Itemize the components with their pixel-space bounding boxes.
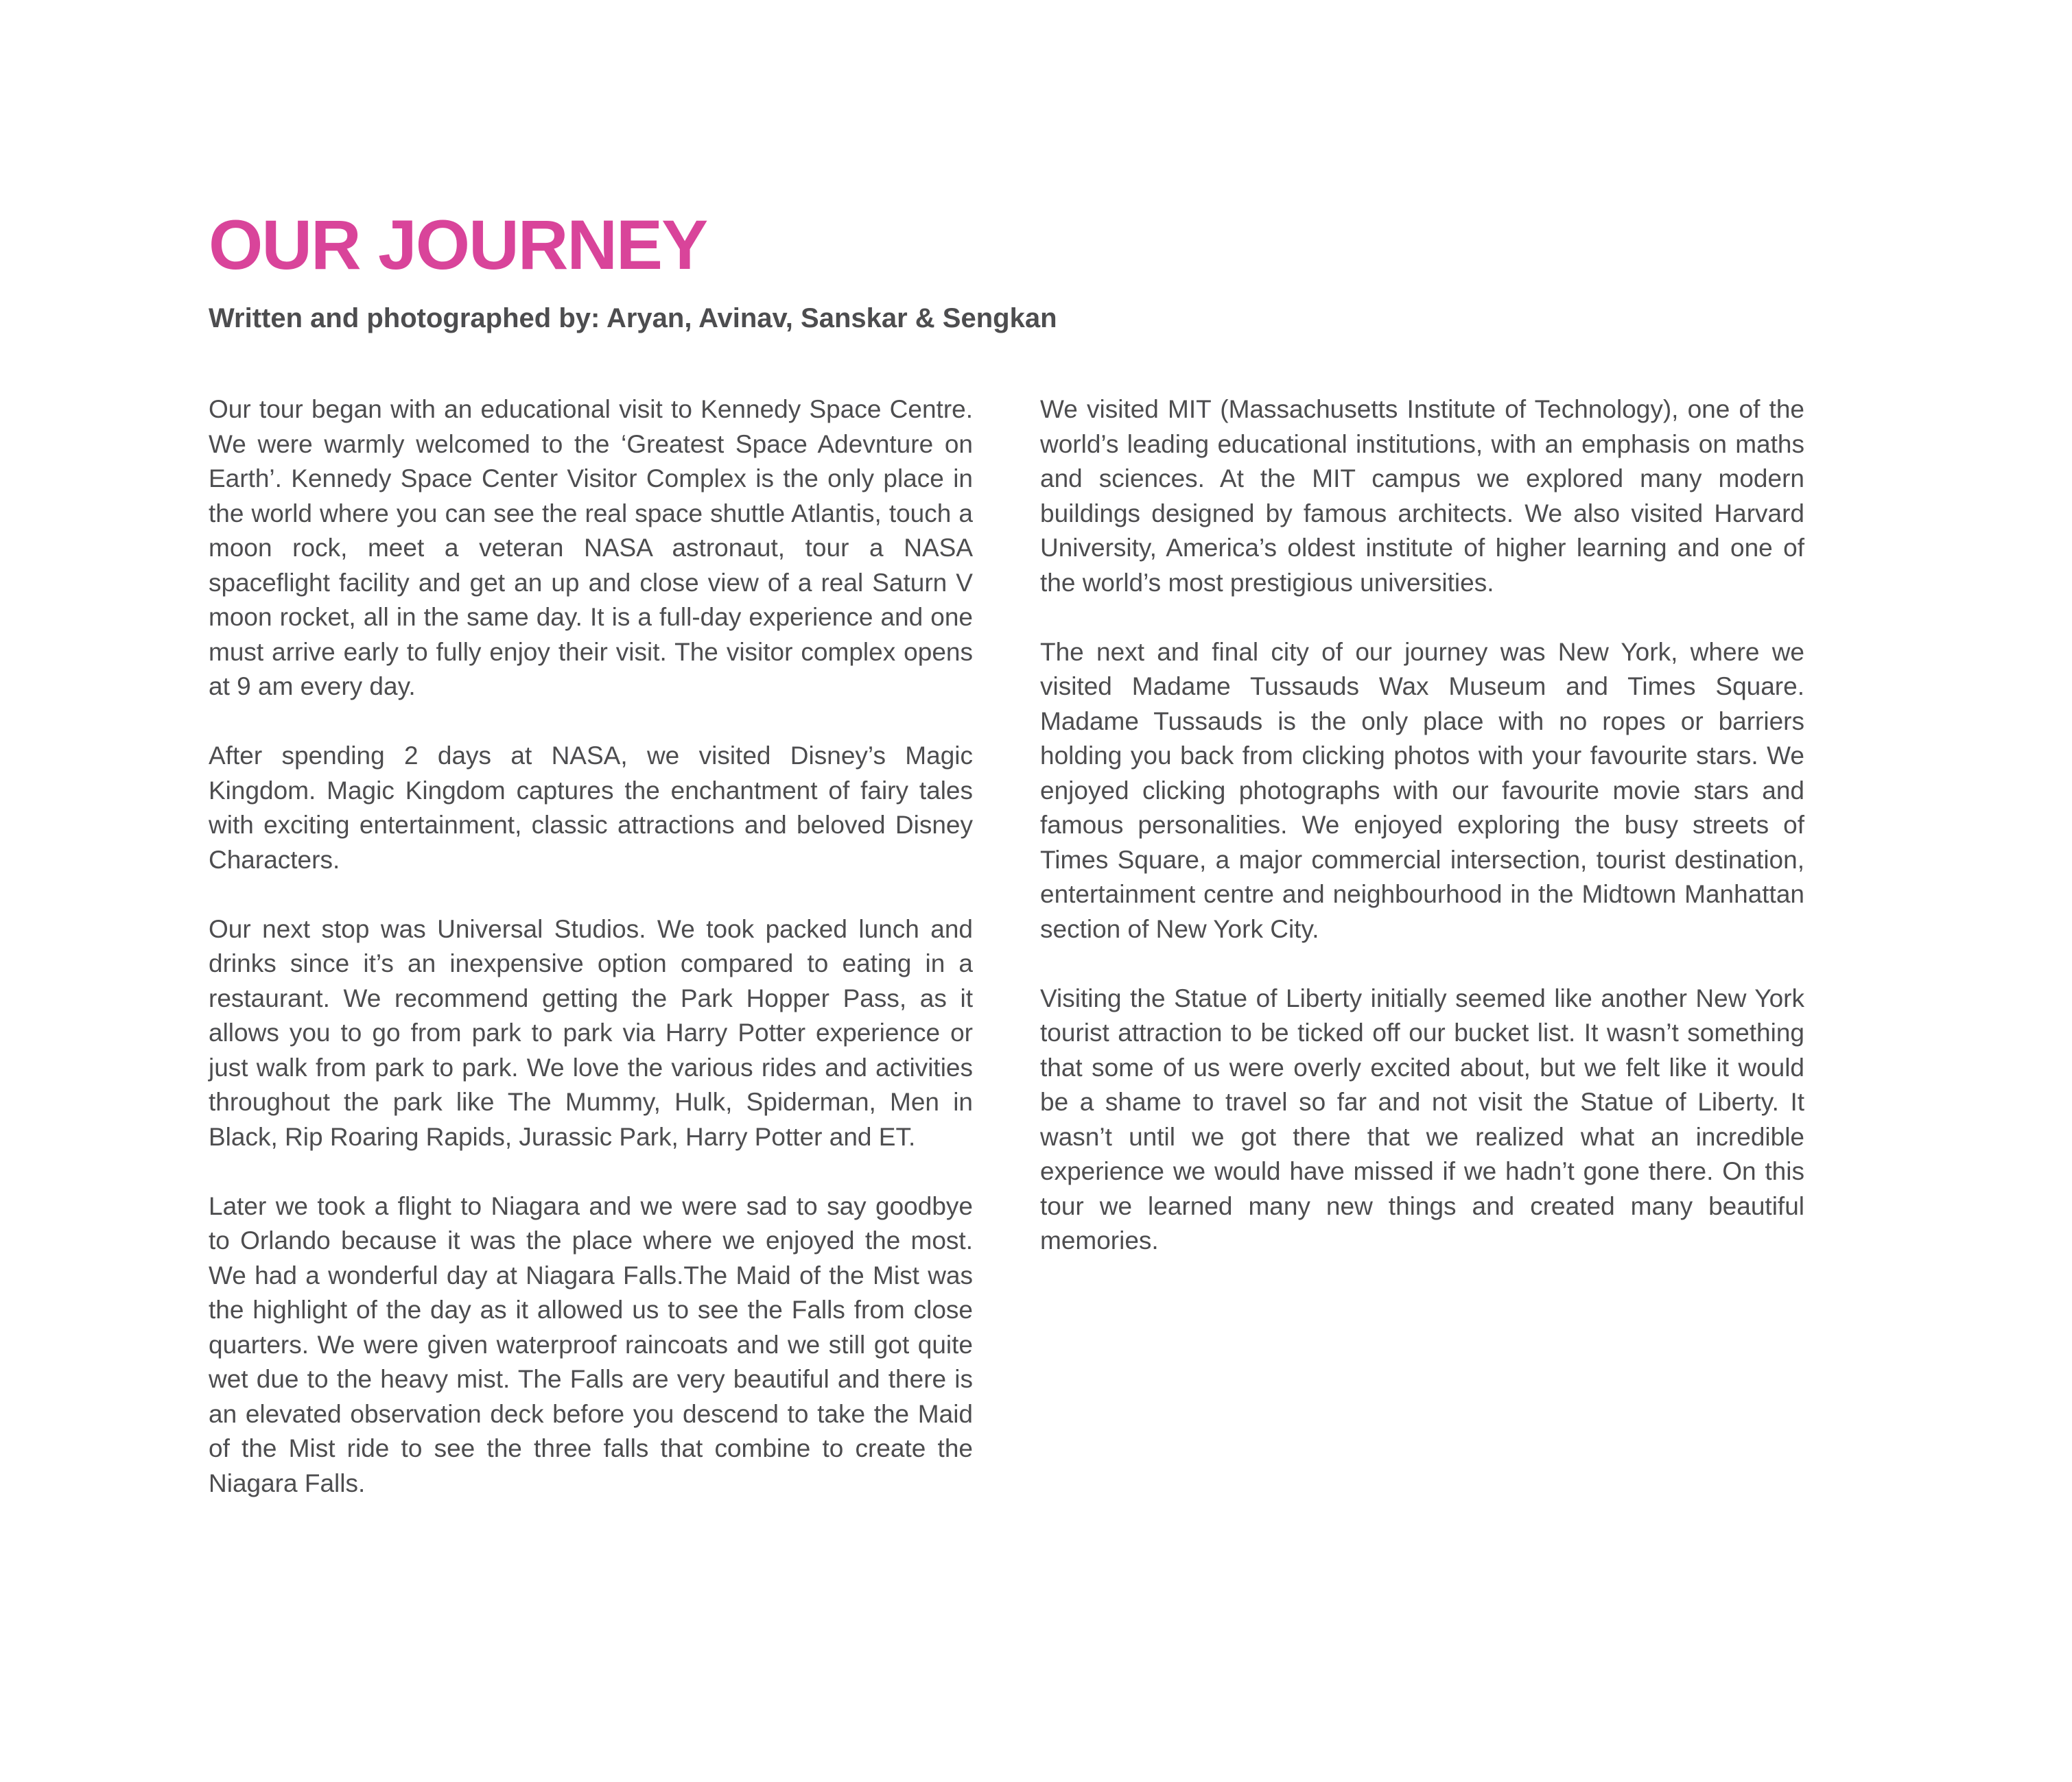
paragraph-universal-studios: Our next stop was Universal Studios. We took packed lunch and drinks since it’s an inexpensive option compared to eating in a restaurant. We recommend getting the Park Hopper Pass, as it allows you to go from park to park via Harry Potter experience or just walk from park to park. We love the various rides and activities throughout the park like The Mummy, Hulk, Spiderman, Men in Black, Rip Roaring Rapids, Jurassic Park, Harry Potter and ET. bbox=[209, 914, 973, 1151]
text-column-right bbox=[1040, 392, 1804, 1293]
paragraph-statue-of-liberty: Visiting the Statue of Liberty initially seemed like another New York tourist attraction to be ticked off our bucket list. It wasn’t something that some of us were overly excited about, but we felt like it would be a shame to travel so far and not visit the Statue of Liberty. It wasn’t until we got there that we realized what an incredible experience we would have missed if we hadn’t gone there. On this tour we learned many new things and created many beautiful memories. bbox=[1040, 984, 1804, 1255]
page-title: OUR JOURNEY bbox=[209, 206, 707, 284]
paragraph-magic-kingdom: After spending 2 days at NASA, we visited Disney’s Magic Kingdom. Magic Kingdom captures the enchantment of fairy tales with exciting entertainment, classic attractions and beloved Disney Characters. bbox=[209, 741, 973, 874]
byline: Written and photographed by: Aryan, Avinav, Sanskar & Sengkan bbox=[209, 303, 1057, 333]
text-column-left bbox=[209, 392, 973, 1536]
paragraph-new-york: The next and final city of our journey was New York, where we visited Madame Tussauds Wax Museum and Times Square. Madame Tussauds is the only place with no ropes or barriers holding you back from clicking photos with your favourite stars. We enjoyed clicking photographs with our favourite movie stars and famous personalities. We enjoyed exploring the busy streets of Times Square, a major commercial intersection, tourist destination, entertainment centre and neighbourhood in the Midtown Manhattan section of New York City. bbox=[1040, 637, 1804, 943]
paragraph-mit-harvard: We visited MIT (Massachusetts Institute of Technology), one of the world’s leading educational institutions, with an emphasis on maths and sciences. At the MIT campus we explored many modern buildings designed by famous architects. We also visited Harvard University, America’s oldest institute of higher learning and one of the world’s most prestigious universities. bbox=[1040, 395, 1804, 597]
paragraph-niagara-falls: Later we took a flight to Niagara and we were sad to say goodbye to Orlando because it was the place where we enjoyed the most. We had a wonderful day at Niagara Falls.The Maid of the Mist was the highlight of the day as it allowed us to see the Falls from close quarters. We were given waterproof raincoats and we still got quite wet due to the heavy mist. The Falls are very beautiful and there is an elevated observation deck before you descend to take the Maid of the Mist ride to see the three falls that combine to create the Niagara Falls. bbox=[209, 1191, 973, 1497]
paragraph-kennedy-space-centre: Our tour began with an educational visit to Kennedy Space Centre. We were warmly welcomed to the ‘Greatest Space Adevnture on Earth’. Kennedy Space Center Visitor Complex is the only place in the world where you can see the real space shuttle Atlantis, touch a moon rock, meet a veteran NASA astronaut, tour a NASA spaceflight facility and get an up and close view of a real Saturn V moon rocket, all in the same day. It is a full-day experience and one must arrive early to fully enjoy their visit. The visitor complex opens at 9 am every day. bbox=[209, 395, 973, 700]
